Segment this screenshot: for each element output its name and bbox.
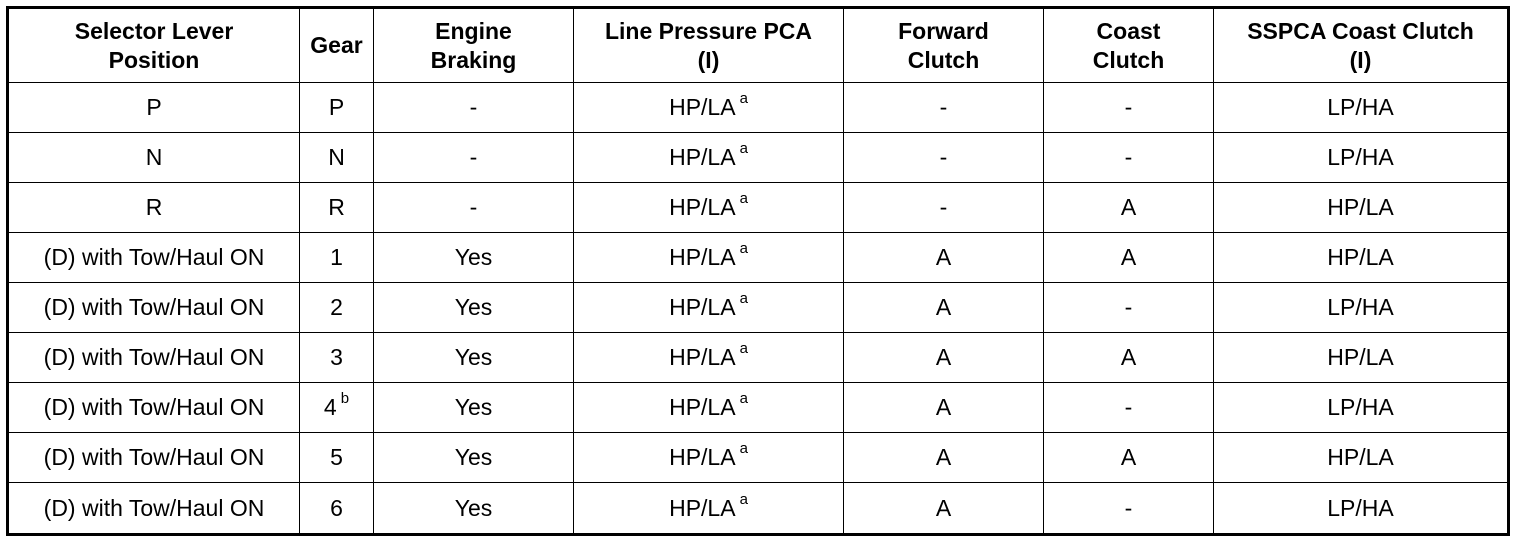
- cell-sspca-coast-clutch-value: HP/LA: [1327, 344, 1394, 370]
- cell-line-pressure-pca: [574, 183, 844, 233]
- cell-selector-position-value: (D) with Tow/Haul ON: [43, 344, 265, 370]
- cell-sspca-coast-clutch: [1214, 83, 1509, 133]
- cell-gear-value: 5: [330, 444, 343, 470]
- cell-forward-clutch: [844, 133, 1044, 183]
- cell-engine-braking: [374, 333, 574, 383]
- cell-line-pressure-pca: [574, 383, 844, 433]
- cell-engine-braking: [374, 233, 574, 283]
- header-row: [8, 8, 1509, 83]
- cell-gear-value: 3: [330, 344, 343, 370]
- cell-sspca-coast-clutch: [1214, 383, 1509, 433]
- cell-forward-clutch: [844, 483, 1044, 535]
- header-coast-clutch: Coast Clutch: [1044, 8, 1214, 83]
- cell-coast-clutch: [1044, 83, 1214, 133]
- cell-line-pressure-pca-value: HP/LA: [669, 494, 736, 521]
- cell-engine-braking: [374, 433, 574, 483]
- cell-sspca-coast-clutch-value: HP/LA: [1327, 244, 1394, 270]
- cell-selector-position-value: (D) with Tow/Haul ON: [43, 494, 265, 521]
- cell-engine-braking: [374, 183, 574, 233]
- cell-gear-value: 4: [323, 394, 337, 420]
- cell-gear: [300, 183, 374, 233]
- cell-coast-clutch-value: A: [1120, 244, 1137, 270]
- table-row: [8, 383, 1509, 433]
- cell-coast-clutch-value: A: [1120, 444, 1137, 470]
- cell-coast-clutch-value: -: [1124, 94, 1133, 120]
- cell-gear: [300, 283, 374, 333]
- cell-selector-position-value: (D) with Tow/Haul ON: [43, 294, 265, 320]
- cell-forward-clutch-value: -: [939, 94, 948, 120]
- cell-line-pressure-pca-value: HP/LA: [669, 244, 736, 270]
- cell-forward-clutch: [844, 233, 1044, 283]
- cell-sspca-coast-clutch: [1214, 333, 1509, 383]
- cell-selector-position: [8, 283, 300, 333]
- footnote-marker: a: [739, 490, 748, 508]
- cell-coast-clutch-value: A: [1120, 344, 1137, 370]
- cell-gear: [300, 383, 374, 433]
- header-engine-braking: Engine Braking: [374, 8, 574, 83]
- cell-sspca-coast-clutch-value: LP/HA: [1327, 494, 1394, 521]
- cell-forward-clutch-value: -: [939, 144, 948, 170]
- cell-forward-clutch-value: A: [935, 294, 952, 320]
- cell-forward-clutch: [844, 333, 1044, 383]
- cell-selector-position: [8, 133, 300, 183]
- footnote-marker: a: [739, 440, 748, 458]
- cell-gear-value: 2: [330, 294, 343, 320]
- header-forward-clutch: Forward Clutch: [844, 8, 1044, 83]
- cell-coast-clutch-value: -: [1124, 494, 1133, 521]
- cell-engine-braking-value: Yes: [454, 444, 493, 470]
- cell-sspca-coast-clutch-value: LP/HA: [1327, 394, 1394, 420]
- cell-line-pressure-pca-value: HP/LA: [669, 294, 736, 320]
- cell-forward-clutch: [844, 433, 1044, 483]
- cell-engine-braking-value: Yes: [454, 394, 493, 420]
- cell-coast-clutch-value: A: [1120, 194, 1137, 220]
- footnote-marker: a: [739, 190, 748, 208]
- table-row: [8, 483, 1509, 535]
- table-row: [8, 233, 1509, 283]
- cell-selector-position-value: (D) with Tow/Haul ON: [43, 394, 265, 420]
- table-row: [8, 133, 1509, 183]
- cell-coast-clutch: [1044, 233, 1214, 283]
- cell-line-pressure-pca-value: HP/LA: [669, 394, 736, 420]
- cell-forward-clutch: [844, 183, 1044, 233]
- cell-selector-position: [8, 83, 300, 133]
- cell-sspca-coast-clutch: [1214, 183, 1509, 233]
- table-row: [8, 333, 1509, 383]
- table-row: [8, 283, 1509, 333]
- cell-forward-clutch-value: A: [935, 444, 952, 470]
- cell-forward-clutch-value: A: [935, 244, 952, 270]
- cell-gear: [300, 233, 374, 283]
- cell-coast-clutch: [1044, 483, 1214, 535]
- header-gear: Gear: [300, 8, 374, 83]
- cell-sspca-coast-clutch: [1214, 483, 1509, 535]
- cell-line-pressure-pca: [574, 283, 844, 333]
- gear-clutch-application-table: [6, 6, 1510, 536]
- cell-engine-braking-value: Yes: [454, 294, 493, 320]
- cell-gear: [300, 483, 374, 535]
- cell-sspca-coast-clutch-value: LP/HA: [1327, 94, 1394, 120]
- cell-selector-position-value: R: [145, 194, 163, 220]
- cell-engine-braking-value: Yes: [454, 244, 493, 270]
- cell-sspca-coast-clutch: [1214, 283, 1509, 333]
- cell-coast-clutch-value: -: [1124, 144, 1133, 170]
- cell-line-pressure-pca: [574, 133, 844, 183]
- cell-coast-clutch: [1044, 133, 1214, 183]
- cell-coast-clutch: [1044, 333, 1214, 383]
- footnote-marker: b: [340, 390, 350, 408]
- cell-selector-position: [8, 483, 300, 535]
- cell-line-pressure-pca-value: HP/LA: [669, 344, 736, 370]
- cell-sspca-coast-clutch-value: HP/LA: [1327, 194, 1394, 220]
- cell-line-pressure-pca-value: HP/LA: [669, 194, 736, 220]
- cell-gear: [300, 333, 374, 383]
- cell-sspca-coast-clutch: [1214, 433, 1509, 483]
- cell-forward-clutch-value: A: [935, 394, 952, 420]
- cell-forward-clutch-value: -: [939, 194, 948, 220]
- cell-engine-braking-value: Yes: [454, 344, 493, 370]
- cell-line-pressure-pca: [574, 483, 844, 535]
- header-selector-lever-position: Selector Lever Position: [8, 8, 300, 83]
- cell-engine-braking: [374, 83, 574, 133]
- cell-coast-clutch: [1044, 433, 1214, 483]
- footnote-marker: a: [739, 340, 748, 358]
- cell-forward-clutch: [844, 83, 1044, 133]
- cell-selector-position-value: (D) with Tow/Haul ON: [43, 444, 265, 470]
- cell-selector-position: [8, 183, 300, 233]
- cell-coast-clutch: [1044, 183, 1214, 233]
- cell-engine-braking-value: -: [469, 144, 478, 170]
- cell-engine-braking: [374, 283, 574, 333]
- cell-engine-braking: [374, 483, 574, 535]
- cell-gear-value: R: [328, 194, 345, 220]
- header-sspca-coast-clutch: SSPCA Coast Clutch (I): [1214, 8, 1509, 83]
- cell-engine-braking-value: Yes: [454, 494, 493, 521]
- table-row: [8, 183, 1509, 233]
- cell-sspca-coast-clutch: [1214, 133, 1509, 183]
- cell-line-pressure-pca: [574, 433, 844, 483]
- cell-gear-value: 6: [330, 494, 343, 521]
- cell-coast-clutch: [1044, 283, 1214, 333]
- header-line-pressure-pca: Line Pressure PCA (I): [574, 8, 844, 83]
- cell-line-pressure-pca-value: HP/LA: [669, 94, 736, 120]
- cell-selector-position-value: P: [146, 94, 162, 120]
- cell-selector-position-value: N: [145, 144, 163, 170]
- cell-forward-clutch: [844, 383, 1044, 433]
- cell-forward-clutch-value: A: [935, 344, 952, 370]
- cell-line-pressure-pca: [574, 333, 844, 383]
- cell-line-pressure-pca-value: HP/LA: [669, 444, 736, 470]
- cell-sspca-coast-clutch-value: HP/LA: [1327, 444, 1394, 470]
- cell-sspca-coast-clutch: [1214, 233, 1509, 283]
- footnote-marker: a: [739, 390, 748, 408]
- table-row: [8, 433, 1509, 483]
- cell-sspca-coast-clutch-value: LP/HA: [1327, 144, 1394, 170]
- cell-engine-braking-value: -: [469, 94, 478, 120]
- cell-coast-clutch-value: -: [1124, 394, 1133, 420]
- cell-line-pressure-pca: [574, 83, 844, 133]
- footnote-marker: a: [739, 140, 748, 158]
- cell-coast-clutch-value: -: [1124, 294, 1133, 320]
- cell-selector-position: [8, 333, 300, 383]
- cell-selector-position: [8, 433, 300, 483]
- cell-coast-clutch: [1044, 383, 1214, 433]
- cell-sspca-coast-clutch-value: LP/HA: [1327, 294, 1394, 320]
- cell-selector-position: [8, 383, 300, 433]
- cell-engine-braking: [374, 383, 574, 433]
- cell-forward-clutch: [844, 283, 1044, 333]
- cell-gear: [300, 433, 374, 483]
- table-body: [8, 83, 1509, 535]
- cell-gear-value: 1: [330, 244, 343, 270]
- footnote-marker: a: [739, 90, 748, 108]
- cell-selector-position-value: (D) with Tow/Haul ON: [43, 244, 265, 270]
- cell-forward-clutch-value: A: [935, 494, 952, 521]
- footnote-marker: a: [739, 290, 748, 308]
- cell-line-pressure-pca-value: HP/LA: [669, 144, 736, 170]
- cell-gear-value: N: [328, 144, 345, 170]
- cell-line-pressure-pca: [574, 233, 844, 283]
- cell-gear: [300, 133, 374, 183]
- cell-engine-braking-value: -: [469, 194, 478, 220]
- footnote-marker: a: [739, 240, 748, 258]
- cell-engine-braking: [374, 133, 574, 183]
- table-row: [8, 83, 1509, 133]
- cell-gear-value: P: [328, 94, 345, 120]
- cell-gear: [300, 83, 374, 133]
- cell-selector-position: [8, 233, 300, 283]
